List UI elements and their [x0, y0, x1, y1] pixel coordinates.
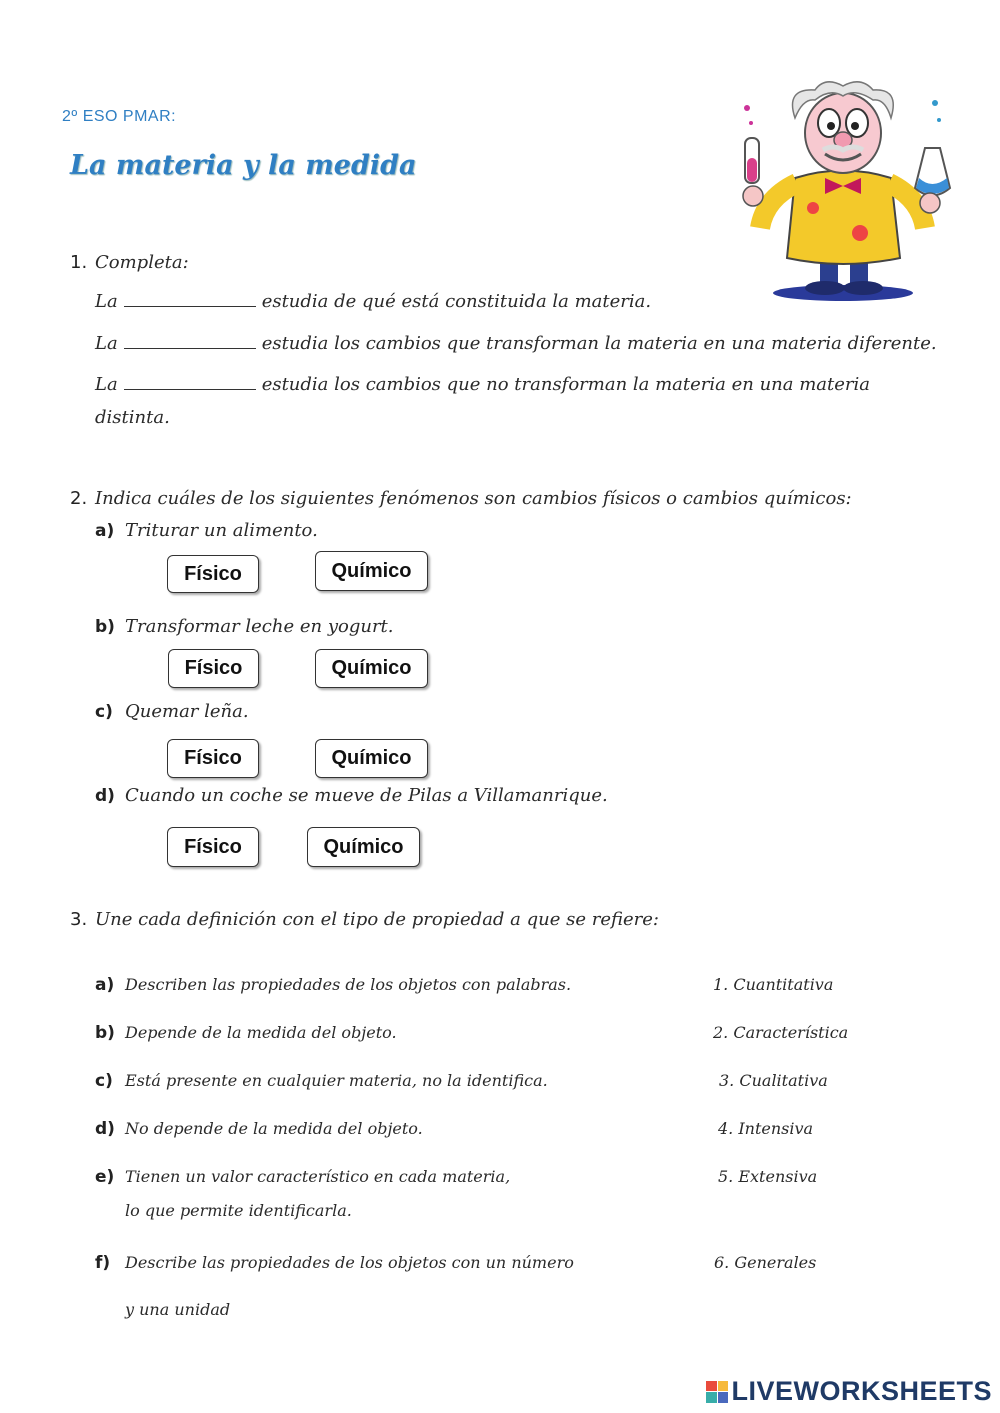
q2-item-c-text: Quemar leña. — [125, 701, 249, 722]
q3-def-f-letter: f) — [95, 1253, 111, 1273]
worksheet-title: La materia y la medida — [70, 150, 417, 181]
q3-def-e-text[interactable]: Tienen un valor característico en cada materia, — [125, 1167, 511, 1186]
q3-def-d-text[interactable]: No depende de la medida del objeto. — [125, 1119, 423, 1138]
q3-prop-1[interactable]: 1. Cuantitativa — [713, 975, 834, 994]
liveworksheets-logo-text: LIVEWORKSHEETS — [731, 1376, 992, 1406]
q2-item-b-quimico-button[interactable]: Químico — [315, 649, 428, 688]
q3-prop-3[interactable]: 3. Cualitativa — [719, 1071, 828, 1090]
q2-item-d-text: Cuando un coche se mueve de Pilas a Villamanrique. — [125, 785, 608, 806]
q3-def-a-text[interactable]: Describen las propiedades de los objetos con palabras. — [125, 975, 572, 994]
q2-item-d-quimico-button[interactable]: Químico — [307, 827, 420, 867]
q1-blank-2[interactable] — [124, 334, 256, 349]
q1-number: 1. — [70, 252, 88, 273]
q3-def-e-cont: lo que permite identificarla. — [125, 1201, 352, 1220]
q3-number: 3. — [70, 909, 88, 930]
q1-blank-3[interactable] — [124, 375, 256, 390]
q3-prop-4[interactable]: 4. Intensiva — [718, 1119, 814, 1138]
q3-def-b-letter: b) — [95, 1023, 115, 1043]
q3-def-f-cont: y una unidad — [125, 1300, 231, 1319]
q3-def-c-letter: c) — [95, 1071, 113, 1091]
q2-item-d-fisico-button[interactable]: Físico — [167, 827, 259, 867]
q1-blank-1[interactable] — [124, 292, 256, 307]
q3-def-d-letter: d) — [95, 1119, 115, 1139]
q2-item-b-letter: b) — [95, 617, 115, 637]
q2-item-a-letter: a) — [95, 521, 115, 541]
q1-line-3-cont: distinta. — [95, 407, 170, 428]
q1-line-2-end: estudia los cambios que transforman la materia en una materia diferente. — [261, 333, 937, 354]
q2-item-b-fisico-button[interactable]: Físico — [168, 649, 259, 688]
q3-prop-2[interactable]: 2. Característica — [713, 1023, 849, 1042]
q2-number: 2. — [70, 488, 88, 509]
q2-item-c-quimico-button[interactable]: Químico — [315, 739, 428, 778]
q3-def-f-text[interactable]: Describe las propiedades de los objetos con un número — [125, 1253, 574, 1272]
q1-line-1-start: La — [95, 291, 118, 312]
q1-line-3-start: La — [95, 374, 118, 395]
q1-line-2-start: La — [95, 333, 118, 354]
q3-prop-6[interactable]: 6. Generales — [714, 1253, 817, 1272]
q2-item-c-fisico-button[interactable]: Físico — [167, 739, 259, 778]
q1-line-3 — [95, 374, 870, 395]
q3-def-a-letter: a) — [95, 975, 115, 995]
q3-def-b-text[interactable]: Depende de la medida del objeto. — [125, 1023, 397, 1042]
q2-prompt: Indica cuáles de los siguientes fenómenos son cambios físicos o cambios químicos: — [95, 488, 852, 509]
scientist-illustration — [725, 78, 960, 303]
q1-line-1 — [95, 291, 651, 312]
q3-prop-5[interactable]: 5. Extensiva — [718, 1167, 818, 1186]
liveworksheets-logo — [706, 1376, 992, 1407]
worksheet-subtitle: 2º ESO PMAR: — [62, 108, 177, 125]
q2-item-d-letter: d) — [95, 786, 115, 806]
q2-item-a-text: Triturar un alimento. — [125, 520, 318, 541]
q3-def-e-letter: e) — [95, 1167, 115, 1187]
q1-line-1-end: estudia de qué está constituida la materia. — [261, 291, 652, 312]
q2-item-b-text: Transformar leche en yogurt. — [125, 616, 394, 637]
q1-line-3-end: estudia los cambios que no transforman la materia en una materia — [261, 374, 870, 395]
q1-line-2 — [95, 333, 937, 354]
q2-item-c-letter: c) — [95, 702, 113, 722]
q3-def-c-text[interactable]: Está presente en cualquier materia, no la identifica. — [125, 1071, 548, 1090]
liveworksheets-logo-icon — [706, 1381, 728, 1403]
q2-item-a-quimico-button[interactable]: Químico — [315, 551, 428, 591]
q1-prompt: Completa: — [95, 252, 189, 273]
q3-prompt: Une cada definición con el tipo de propiedad a que se refiere: — [95, 909, 659, 930]
q2-item-a-fisico-button[interactable]: Físico — [167, 555, 259, 593]
